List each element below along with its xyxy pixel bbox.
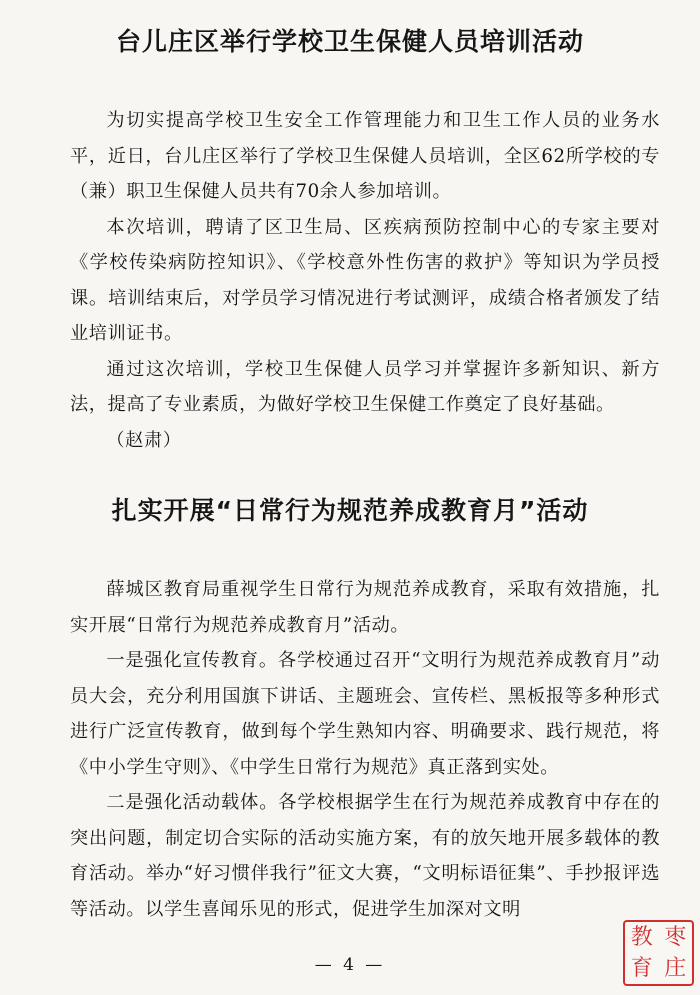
page-number: — 4 — <box>314 955 386 975</box>
article-title-2: 扎实开展“日常行为规范养成教育月”活动 <box>111 496 589 525</box>
paragraph: 薛城区教育局重视学生日常行为规范养成教育，采取有效措施，扎实开展“日常行为规范养成教育月”活动。 <box>70 579 660 636</box>
paragraph: 为切实提高学校卫生安全工作管理能力和卫生工作人员的业务水平，近日，台儿庄区举行了学校卫生保健人员培训，全区62所学校的专（兼）职卫生保健人员共有70余人参加培训。 <box>70 110 660 202</box>
seal-char: 育 <box>630 955 653 981</box>
paragraph: 本次培训，聘请了区卫生局、区疾病预防控制中心的专家主要对《学校传染病防控知识》、《学校意外性伤害的救护》等知识为学员授课。培训结束后，对学员学习情况进行考试测评，成绩合格者颁发了结业培训证书。 <box>70 216 660 344</box>
seal-stamp-icon <box>623 920 694 986</box>
article-body-2 <box>70 572 660 927</box>
paragraph: 通过这次培训，学校卫生保健人员学习并掌握许多新知识、新方法，提高了专业素质，为做好学校卫生保健工作奠定了良好基础。 <box>70 358 660 415</box>
seal-char: 教 <box>630 924 653 950</box>
paragraph: 一是强化宣传教育。各学校通过召开“文明行为规范养成教育月”动员大会，充分利用国旗下讲话、主题班会、宣传栏、黑板报等多种形式进行广泛宣传教育，做到每个学生熟知内容、明确要求、践行规范，将《中小学生守则》、《中学生日常行为规范》真正落到实处。 <box>70 650 660 778</box>
article-title-1: 台儿庄区举行学校卫生保健人员培训活动 <box>115 27 584 56</box>
paragraph: 二是强化活动载体。各学校根据学生在行为规范养成教育中存在的突出问题，制定切合实际的活动实施方案，有的放矢地开展多载体的教育活动。举办“好习惯伴我行”征文大赛，“文明标语征集”、手抄报评选等活动。以学生喜闻乐见的形式，促进学生加深对文明 <box>70 792 660 920</box>
article-body-1 <box>70 103 660 458</box>
seal-char: 枣 <box>664 924 687 950</box>
seal-char: 庄 <box>664 955 687 981</box>
author-byline: （赵肃） <box>106 429 182 451</box>
